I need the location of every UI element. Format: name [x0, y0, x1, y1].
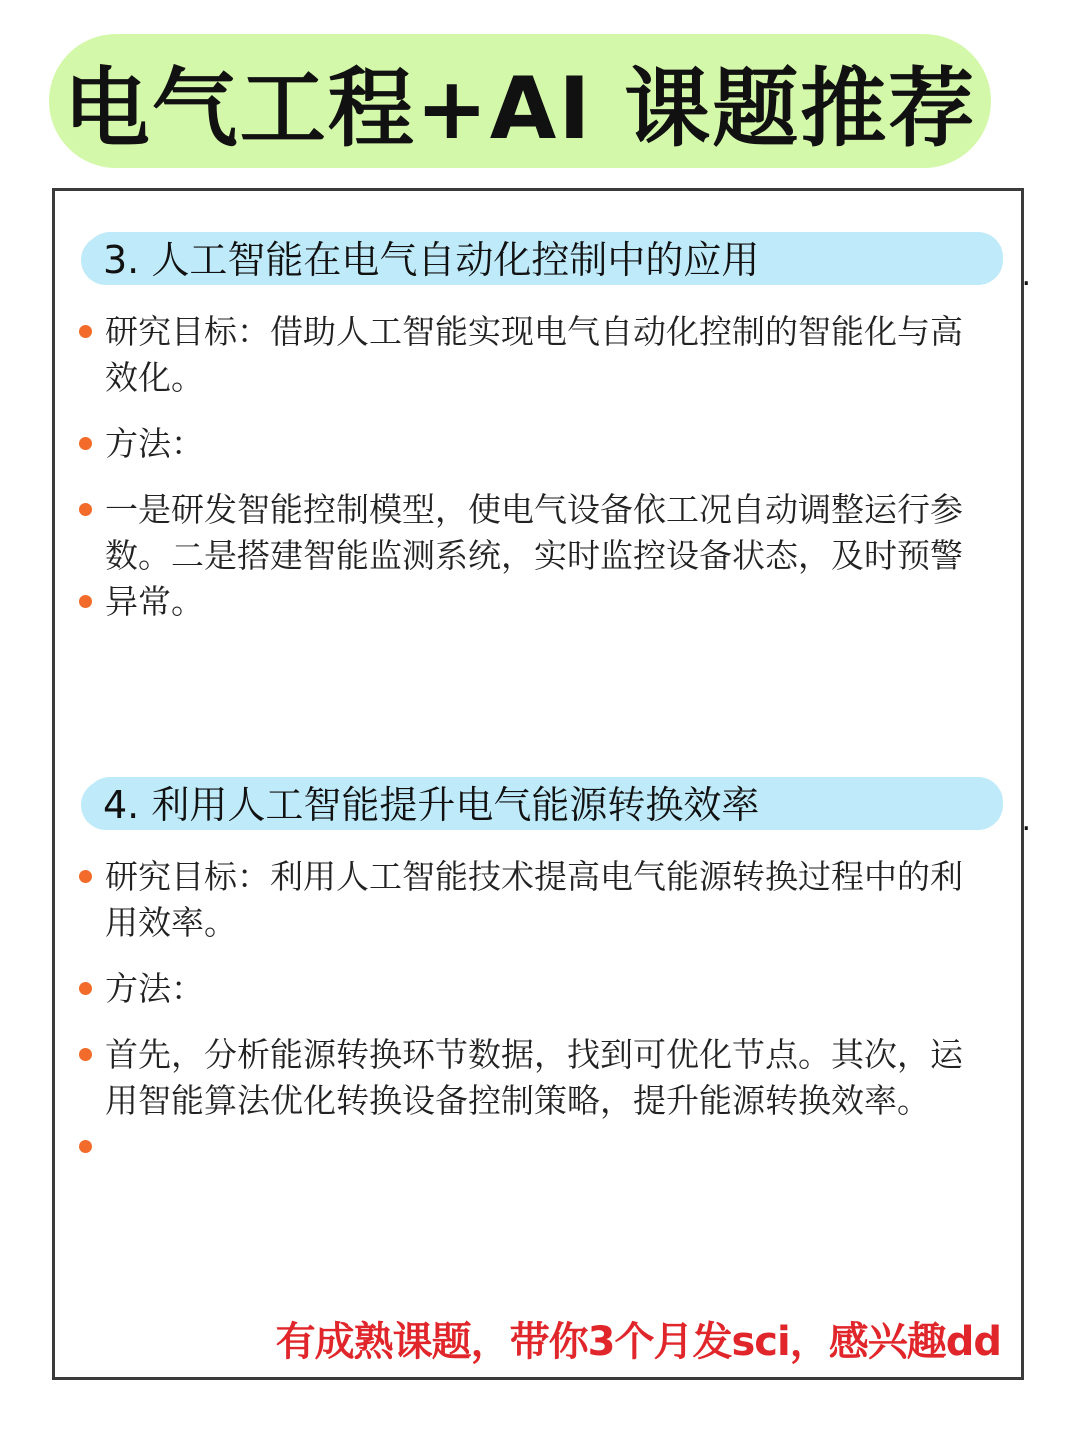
bullet-text: 方法：	[105, 424, 204, 463]
heading-trailing-dot: .	[1021, 803, 1031, 838]
content-card	[52, 188, 1031, 1380]
promo-text: 有成熟课题，带你3个月发sci，感兴趣dd	[275, 1319, 1001, 1365]
bullet-list	[79, 854, 979, 1124]
bullet-text: 首先，分析能源转换环节数据，找到可优化节点。其次，运用智能算法优化转换设备控制策略，提升能源转换效率。	[105, 1035, 963, 1120]
bullet-list	[79, 309, 979, 625]
bullet-dot-icon	[79, 437, 92, 450]
bullet-dot-icon	[79, 982, 92, 995]
bullet-text: 研究目标：利用人工智能技术提高电气能源转换过程中的利用效率。	[105, 857, 963, 942]
title-banner	[55, 40, 985, 162]
bullet-method-label	[79, 421, 979, 467]
bullet-research-goal	[79, 854, 979, 946]
bullet-dot-icon	[79, 870, 92, 883]
bullet-dot-icon	[79, 325, 92, 338]
bullet-method-detail	[79, 487, 979, 625]
bullet-research-goal	[79, 309, 979, 401]
topic-heading	[85, 776, 1031, 838]
page-title: 电气工程+AI 课题推荐	[63, 59, 977, 159]
heading-trailing-dot: .	[1021, 258, 1031, 293]
bullet-dot-icon	[79, 503, 92, 516]
topic-heading-text: 3. 人工智能在电气自动化控制中的应用	[103, 238, 760, 282]
topic-heading	[85, 231, 1031, 293]
bullet-text: 一是研发智能控制模型，使电气设备依工况自动调整运行参数。二是搭建智能监测系统，实时监控设备状态，及时预警异常。	[105, 490, 963, 621]
bullet-dot-icon	[79, 1048, 92, 1061]
topic-heading-text: 4. 利用人工智能提升电气能源转换效率	[103, 783, 760, 827]
topic-section-4	[55, 776, 1031, 1144]
bullet-text: 方法：	[105, 969, 204, 1008]
bullet-method-label	[79, 966, 979, 1012]
bullet-dot-icon	[79, 595, 92, 608]
bullet-text: 研究目标：借助人工智能实现电气自动化控制的智能化与高效化。	[105, 312, 963, 397]
bullet-method-detail	[79, 1032, 979, 1124]
bullet-dot-icon	[79, 1140, 92, 1153]
topic-section-3	[55, 231, 1031, 645]
